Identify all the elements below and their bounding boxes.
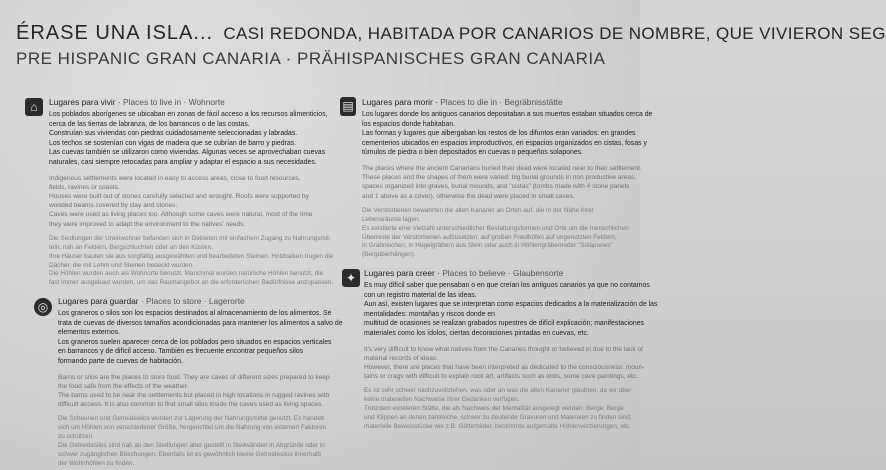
text-line: zu schützen. <box>58 433 94 441</box>
text-line: keine materiellen Nachweise ihrer Gedanken verfügen. <box>364 396 520 404</box>
text-line: fields, ravines or coasts. <box>49 183 120 191</box>
section-vivir-de <box>49 234 334 288</box>
section-creer-title-rest: Places to believe · Glaubensorte <box>439 268 564 278</box>
text-line: Überreste der Verstorbenen aufzusetzen: auf großen Friedhöfen auf ungenutzten Feldern, <box>362 233 617 241</box>
text-line: Die Getreidesilos sind nah an den Siedlungen aber gestellt in Steilwänden in Abgründe oder in <box>58 442 325 450</box>
section-vivir-title-es: Lugares para vivir · <box>49 97 121 107</box>
section-morir-title-es: Lugares para morir · <box>362 97 438 107</box>
text-line: Los graneros o silos son los espacios destinados al almacenamiento de los alimentos. Se <box>58 310 332 317</box>
text-line: mentalidades: montañas y riscos donde en <box>364 310 495 318</box>
section-guardar-es <box>58 309 343 367</box>
text-line: túmulos de piedra o bien depositados en cuevas o pequeños solapones. <box>362 149 584 157</box>
section-creer <box>364 268 658 432</box>
section-vivir-en <box>49 174 317 229</box>
granary-icon: ◎ <box>34 298 52 316</box>
text-line: Die Scheunen und Getreidesilos wurden zur Lagerung der Nahrungsmittel genutzt. Es handelt <box>58 415 325 423</box>
text-line: Ihre Häuser bauten sie aus sorgfältig ausgewählten und bearbeiteten Steinen. Holzbalken trugen die <box>49 252 334 260</box>
text-line: Es muy difícil saber que pensaban o en que creían los antiguos canarios ya que no contamos <box>364 282 650 289</box>
section-morir-en <box>362 164 642 201</box>
text-line: However, there are places that have been interpreted as dedicated to the consciousness: moun- <box>364 363 645 371</box>
section-guardar-title <box>58 296 318 307</box>
text-line: Houses were built out of stones carefully selected and wrought. Roofs were supported by <box>49 192 309 200</box>
text-line: they were improved to adapt the environment to the natives' needs. <box>49 220 246 228</box>
text-line: teln, nah an Feldern, Bergschluchten oder an den Küsten. <box>49 243 213 251</box>
text-line: Die Verstorbenen bewahrten die alten Kanarier an Orten auf, die in der Nähe ihrer <box>362 206 594 214</box>
text-line: en barrancos y de difícil acceso. También es frecuente encontrar pequeños silos <box>58 348 304 356</box>
section-guardar-en <box>58 373 330 410</box>
text-line: Dächer, die mit Lehm und Steinen bedeckt wurden. <box>49 261 194 269</box>
text-line: fast immer ausgebaut wurden, um das Raumangebot an die erforderlichen Bedürfnisse anzupassen. <box>49 279 334 287</box>
section-creer-de <box>364 387 634 432</box>
text-line: Trotzdem existieren Stätte, die als Nachweis der Mentalität ausgelegt werden: Berge, Berge <box>364 405 624 413</box>
section-creer-title-es: Lugares para creer · <box>364 268 440 278</box>
house-icon: ⌂ <box>25 98 43 116</box>
text-line: materiales como los ídolos, ciertas decoraciones pintadas en cuevas, etc. <box>364 329 589 337</box>
section-creer-title <box>364 268 634 279</box>
text-line: Die Siedlungen der Ureinwohner befanden sich in Gebieten mit einfachem Zugang zu Nahrungsmit- <box>49 234 332 242</box>
text-line: Barns or silos are the places to store food. They are caves of different sizes prepared to keep <box>58 373 330 381</box>
text-line: cerca de las tierras de labranza, de los barrancos o de las costas. <box>49 120 250 128</box>
text-line: Aun así, existen lugares que se interpretan como espacios dedicados a la materialización de las <box>364 301 658 309</box>
section-guardar-title-rest: Places to store · Lagerorte <box>143 296 245 306</box>
text-line: (Bergüberhängen). <box>362 251 416 259</box>
section-morir-title <box>362 97 634 108</box>
text-line: the food safe from the effects of the weather. <box>58 382 189 390</box>
text-line: The barns used to be near the settlements but placed in high locations in rugged ravines with <box>58 391 330 399</box>
section-vivir <box>49 97 334 288</box>
section-vivir-title-rest: Places to live in · Wohnorte <box>120 97 225 107</box>
text-line: naturales, casi siempre retocadas para ampliar y adaptar el espacio a sus necesidades. <box>49 158 317 166</box>
text-line: Es existierte eine Vielzahl unterschiedlicher Bestattungsformen und Orte um die menschlichen <box>362 224 629 232</box>
text-line: formando parte de cuevas de habitación. <box>58 357 183 365</box>
page-title-rest: CASI REDONDA, HABITADA POR CANARIOS DE NOMBRE, QUE VIVIERON SEG <box>223 24 886 43</box>
text-line: und Klippen an denen zahlreiche, schwer zu deutende Gravuren und Malereien zu finden sind; <box>364 414 632 422</box>
text-line: Los techos se sostenían con vigas de madera que se cubrían de barro y piedras. <box>49 139 297 147</box>
tomb-icon: ▤ <box>340 97 356 116</box>
text-line: der Wohnhöhlen zu finden. <box>58 459 135 467</box>
section-morir <box>362 97 653 260</box>
text-line: Caves were used as living places too. Although some caves were natural, most of the time <box>49 211 313 219</box>
section-guardar-de <box>58 415 327 468</box>
text-line: Los poblados aborígenes se ubicaban en zonas de fácil acceso a los recursos alimenticios, <box>49 111 328 118</box>
page-subtitle: PRE HISPANIC GRAN CANARIA · PRÄHISPANISCHES GRAN CANARIA <box>16 49 606 68</box>
text-line: Los graneros suelen aparecer cerca de los poblados pero situados en espacios verticales <box>58 338 332 346</box>
section-guardar-title-es: Lugares para guardar · <box>58 296 144 306</box>
text-line: difficult access. It is also common to find small silos inside the caves used as living spaces. <box>58 401 324 409</box>
text-line: Es ist sehr schwer nachzuvollziehen, was oder an was die alten Kanarier glaubten, da wir über <box>364 387 632 395</box>
text-line: and 1 above as a cover), otherwise the dead were placed in small caves. <box>362 192 575 200</box>
section-morir-title-rest: Places to die in · Begräbnisstätte <box>437 97 563 107</box>
text-line: in Grabnischen, in Hügelgräbern aus Stein oder auch in Höhlengräbernoder "Solapones" <box>362 242 613 250</box>
section-vivir-title <box>49 97 317 108</box>
section-morir-es <box>362 110 653 158</box>
text-line: trata de cuevas de diversos tamaños acondicionadas para mantener los alimentos a salvo de <box>58 319 343 327</box>
text-line: These places and the shapes of them were varied: big burial grounds in non productive areas, <box>362 174 637 182</box>
text-line: Lebensräume lagen. <box>362 215 421 223</box>
section-vivir-es <box>49 110 328 168</box>
text-line: materielle Beweisstücke wie z.B. Götterbilder, bestimmte aufgemalte Höhlenverzierungen, etc. <box>364 423 631 430</box>
section-creer-es <box>364 281 658 339</box>
text-line: wooded beams covered by clay and stones. <box>49 202 178 210</box>
text-line: Construían sus viviendas con piedras cuidadosamente seleccionadas y labradas. <box>49 130 298 138</box>
text-line: spaces organized into graves, burial mounds, and "cistas" (tombs made with 4 stone panels <box>362 183 630 191</box>
text-line: material records of ideas. <box>364 354 439 362</box>
section-morir-de <box>362 207 634 260</box>
text-line: cementerios ubicados en espacios improductivos, en espacios organizados en cistas, fosas y <box>362 139 647 147</box>
text-line: Las cuevas también se utilizaron como viviendas. Algunas veces se aprovechaban cuevas <box>49 149 326 157</box>
text-line: sich um Höhlen von verschiedener Größe, hergerichtet um die Nahrung von externen Faktoren <box>58 424 327 432</box>
text-line: It's very difficult to know what natives from the Canaries thought or believed in due to the lack of <box>364 345 643 353</box>
text-line: The places where the ancient Canarians buried their dead were located near to their settlement. <box>362 164 642 172</box>
text-line: Die Höhlen wurden auch als Wohnorte benutzt. Manchmal wurden natürliche Höhlen benutzt, die <box>49 270 324 278</box>
text-line: schwer zugänglichen Böschungen. Ebenfalls ist es gewöhnlich kleine Getreidesilos innerhalb <box>58 451 321 458</box>
section-creer-en <box>364 345 645 382</box>
page-title <box>16 22 886 45</box>
text-line: Los lugares donde los antiguos canarios depositaban a sus muertos estaban situados cerca de <box>362 111 653 118</box>
text-line: Indigenous settlements were located in easy to access areas, close to food resources, <box>49 174 301 182</box>
section-guardar <box>58 296 343 469</box>
text-line: multitud de ocasiones se realizan grabados rupestres de difícil explicación; manifestaciones <box>364 320 644 328</box>
text-line: los espacios donde habitaban. <box>362 120 456 128</box>
figure-icon: ✦ <box>342 269 360 287</box>
page-title-lead: ÉRASE UNA ISLA... <box>16 22 214 44</box>
text-line: elementos externos. <box>58 329 121 337</box>
text-line: Las formas y lugares que albergaban los restos de los difuntos eran variados: en grandes <box>362 130 636 138</box>
text-line: con un registro material de las ideas. <box>364 291 477 299</box>
text-line: tains or crags with difficult to explain rock art, artifacts such as idols, some cave paintings, etc. <box>364 373 639 381</box>
